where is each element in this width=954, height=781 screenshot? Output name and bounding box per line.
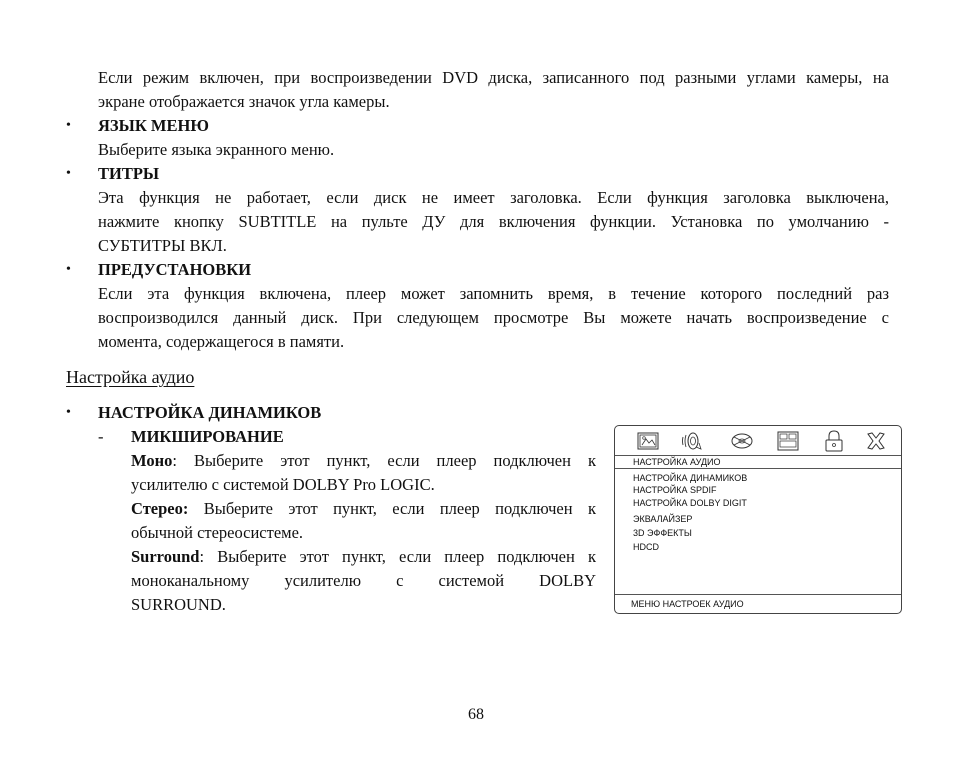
presets-line-3: момента, содержащегося в памяти. xyxy=(98,332,345,351)
intro-line-1: Если режим включен, при воспроизведении DVD диска, записанного под разными углами камеры, на xyxy=(98,68,889,87)
osd-divider-top xyxy=(615,455,901,456)
exit-icon xyxy=(863,429,889,453)
osd-menu-item: НАСТРОЙКА SPDIF xyxy=(633,485,717,495)
mixing-heading: МИКШИРОВАНИЕ xyxy=(131,427,284,446)
osd-menu-item: НАСТРОЙКА DOLBY DIGIT xyxy=(633,498,747,508)
subtitles-heading: ТИТРЫ xyxy=(98,164,160,183)
menu-lang-heading: ЯЗЫК МЕНЮ xyxy=(98,116,209,135)
osd-menu-item: HDCD xyxy=(633,542,659,552)
presets-line-2: воспроизводился данный диск. При следующем просмотре Вы можете начать воспроизведение с xyxy=(98,308,889,327)
osd-menu-figure xyxy=(614,425,902,614)
bullet: • xyxy=(66,405,71,420)
surround-line-1 xyxy=(131,547,596,567)
osd-menu-item: ЭКВАЛАЙЗЕР xyxy=(633,514,693,524)
presets-heading: ПРЕДУСТАНОВКИ xyxy=(98,260,252,279)
stereo-label: Стерео: xyxy=(131,499,189,518)
subtitles-line-2: нажмите кнопку SUBTITLE на пульте ДУ для включения функции. Установка по умолчанию - xyxy=(98,212,889,231)
stereo-text: Выберите этот пункт, если плеер подключен к xyxy=(188,499,596,518)
surround-line-2: моноканальному усилителю с системой DOLBY xyxy=(131,571,596,590)
bullet: • xyxy=(66,262,71,277)
mono-label: Моно xyxy=(131,451,173,470)
osd-divider-footer xyxy=(615,594,901,595)
mono-line-1 xyxy=(131,451,596,471)
surround-text: : Выберите этот пункт, если плеер подключен к xyxy=(199,547,596,566)
bullet: • xyxy=(66,118,71,133)
stereo-line-1 xyxy=(131,499,596,519)
page-number: 68 xyxy=(468,706,484,723)
audio-section-title: Настройка аудио xyxy=(66,367,195,387)
surround-label: Surround xyxy=(131,547,200,566)
intro-line-2: экране отображается значок угла камеры. xyxy=(98,92,390,111)
menu-lang-text: Выберите языка экранного меню. xyxy=(98,140,335,159)
audio-speaker-icon xyxy=(679,429,705,453)
mono-line-2: усилителю с системой DOLBY Pro LOGIC. xyxy=(131,475,435,494)
osd-menu-title: НАСТРОЙКА АУДИО xyxy=(633,457,721,467)
osd-menu-item: НАСТРОЙКА ДИНАМИКОВ xyxy=(633,473,748,483)
dash: - xyxy=(98,427,104,446)
preference-icon xyxy=(775,429,801,453)
osd-menu-footer: МЕНЮ НАСТРОЕК АУДИО xyxy=(631,599,744,609)
picture-icon xyxy=(635,429,661,453)
osd-divider-title xyxy=(615,468,901,469)
osd-menu-item: 3D ЭФФЕКТЫ xyxy=(633,528,692,538)
lock-icon xyxy=(821,429,847,453)
subtitles-line-3: СУБТИТРЫ ВКЛ. xyxy=(98,236,227,255)
mono-text: : Выберите этот пункт, если плеер подключен к xyxy=(172,451,596,470)
dolby-disc-icon xyxy=(729,429,755,453)
stereo-line-2: обычной стереосистеме. xyxy=(131,523,304,542)
bullet: • xyxy=(66,166,71,181)
subtitles-line-1: Эта функция не работает, если диск не имеет заголовка. Если функция заголовка выключена, xyxy=(98,188,889,207)
presets-line-1: Если эта функция включена, плеер может запомнить время, в течение которого последний раз xyxy=(98,284,889,303)
osd-icon-bar xyxy=(615,426,901,456)
speakers-heading: НАСТРОЙКА ДИНАМИКОВ xyxy=(98,403,322,422)
surround-line-3: SURROUND. xyxy=(131,595,226,614)
